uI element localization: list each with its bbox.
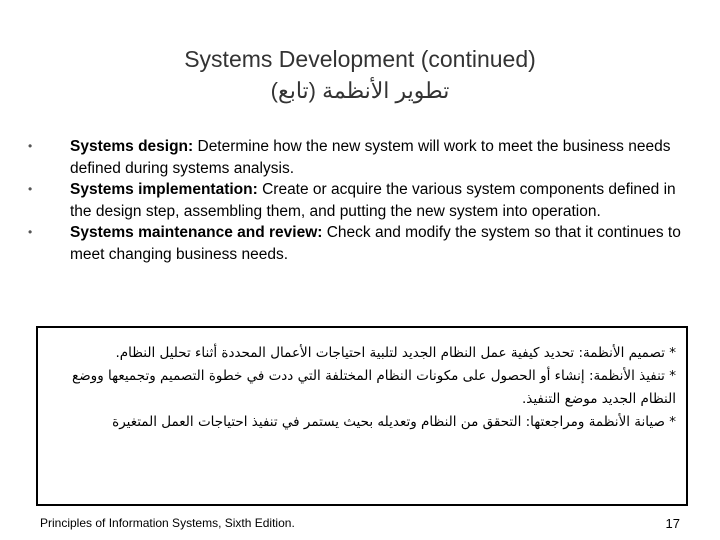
- footer-source: Principles of Information Systems, Sixth Edition.: [40, 516, 295, 530]
- arabic-paragraph-implementation: * تنفيذ الأنظمة: إنشاء أو الحصول على مكونات النظام المختلفة التي ددت في خطوة التصميم وتجميعها ووضع النظام الجديد موضع التنفيذ.: [72, 368, 676, 407]
- bullet-systems-design: [26, 136, 690, 179]
- bullet-term: Systems maintenance and review:: [70, 224, 323, 241]
- slide-footer: [40, 516, 680, 536]
- bullet-dot-icon: •: [28, 225, 33, 239]
- bullet-text: Create or acquire the various system components defined in the design step, assembling them, and putting the new system into operation.: [70, 181, 676, 220]
- bullet-dot-icon: •: [28, 182, 33, 196]
- bullet-term: Systems implementation:: [70, 181, 258, 198]
- title-arabic: تطوير الأنظمة (تابع): [270, 78, 450, 103]
- bullet-list: [26, 136, 690, 265]
- bullet-term: Systems design:: [70, 138, 194, 155]
- arabic-paragraph-maintenance: * صيانة الأنظمة ومراجعتها: التحقق من النظام وتعديله بحيث يستمر في تنفيذ احتياجات العمل المتغيرة: [112, 414, 676, 430]
- slide-title: [0, 44, 720, 106]
- bullet-dot-icon: •: [28, 139, 33, 153]
- bullet-text: Check and modify the system so that it continues to meet changing business needs.: [70, 224, 681, 263]
- bullet-systems-maintenance: [26, 222, 690, 265]
- title-english: Systems Development (continued): [184, 46, 536, 72]
- page-number: 17: [665, 516, 680, 531]
- bullet-systems-implementation: [26, 179, 690, 222]
- arabic-translation-box: [36, 326, 688, 506]
- arabic-paragraph-design: * تصميم الأنظمة: تحديد كيفية عمل النظام الجديد لتلبية احتياجات الأعمال المحددة أثناء تحليل النظام.: [115, 345, 676, 361]
- bullet-text: Determine how the new system will work to meet the business needs defined during systems analysis.: [70, 138, 671, 177]
